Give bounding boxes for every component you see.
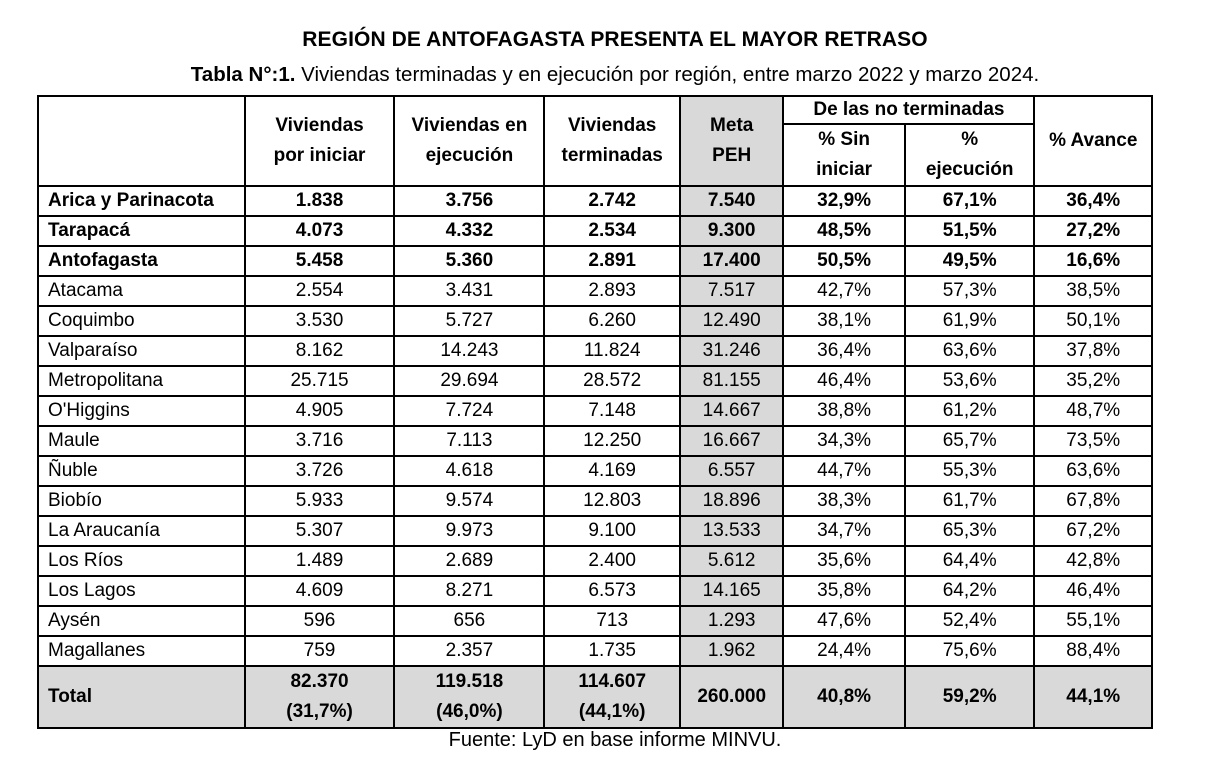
table-row (38, 456, 1152, 486)
table-row (38, 486, 1152, 516)
region-cell: O'Higgins (38, 396, 245, 426)
avance-cell: 16,6% (1034, 246, 1152, 276)
avance-cell: 27,2% (1034, 216, 1152, 246)
avance-cell: 48,7% (1034, 396, 1152, 426)
avance-cell: 42,8% (1034, 546, 1152, 576)
pct-ejecucion-cell: 65,7% (905, 426, 1035, 456)
pct-ejecucion-cell: 64,4% (905, 546, 1035, 576)
por-iniciar-cell: 4.905 (245, 396, 395, 426)
region-cell: Ñuble (38, 456, 245, 486)
region-cell: Arica y Parinacota (38, 186, 245, 216)
pct-ejecucion-cell: 51,5% (905, 216, 1035, 246)
terminadas-cell: 12.250 (544, 426, 680, 456)
pct-ejecucion-cell: 61,2% (905, 396, 1035, 426)
terminadas-cell: 2.400 (544, 546, 680, 576)
ejecucion-cell: 3.431 (394, 276, 544, 306)
meta-peh-cell: 13.533 (680, 516, 783, 546)
sin-iniciar-cell: 38,1% (783, 306, 905, 336)
por-iniciar-cell: 5.933 (245, 486, 395, 516)
sin-iniciar-cell: 24,4% (783, 636, 905, 666)
pct-ejecucion-cell: 57,3% (905, 276, 1035, 306)
pct-ejecucion-cell: 75,6% (905, 636, 1035, 666)
region-cell: Aysén (38, 606, 245, 636)
table-row (38, 306, 1152, 336)
sin-iniciar-cell: 36,4% (783, 336, 905, 366)
por-iniciar-cell: 25.715 (245, 366, 395, 396)
region-cell: Valparaíso (38, 336, 245, 366)
region-cell: Tarapacá (38, 216, 245, 246)
pct-ejecucion-cell: 52,4% (905, 606, 1035, 636)
header-meta-peh: Meta PEH (680, 96, 783, 186)
sin-iniciar-cell: 42,7% (783, 276, 905, 306)
ejecucion-cell: 8.271 (394, 576, 544, 606)
table-row (38, 246, 1152, 276)
total-terminadas: 114.607 (44,1%) (544, 666, 680, 728)
avance-cell: 36,4% (1034, 186, 1152, 216)
table-row (38, 366, 1152, 396)
header-group-no-terminadas: De las no terminadas (783, 96, 1034, 124)
region-cell: Magallanes (38, 636, 245, 666)
meta-peh-cell: 81.155 (680, 366, 783, 396)
total-por-iniciar: 82.370 (31,7%) (245, 666, 395, 728)
por-iniciar-cell: 4.073 (245, 216, 395, 246)
sin-iniciar-cell: 32,9% (783, 186, 905, 216)
housing-table (37, 95, 1153, 729)
header-ejecucion: Viviendas en ejecución (394, 96, 544, 186)
ejecucion-cell: 9.973 (394, 516, 544, 546)
region-cell: Biobío (38, 486, 245, 516)
ejecucion-cell: 9.574 (394, 486, 544, 516)
terminadas-cell: 713 (544, 606, 680, 636)
ejecucion-cell: 2.357 (394, 636, 544, 666)
ejecucion-cell: 29.694 (394, 366, 544, 396)
region-cell: Los Lagos (38, 576, 245, 606)
por-iniciar-cell: 3.716 (245, 426, 395, 456)
sin-iniciar-cell: 48,5% (783, 216, 905, 246)
table-row (38, 426, 1152, 456)
ejecucion-cell: 14.243 (394, 336, 544, 366)
avance-cell: 50,1% (1034, 306, 1152, 336)
avance-cell: 63,6% (1034, 456, 1152, 486)
terminadas-cell: 6.260 (544, 306, 680, 336)
header-sin-iniciar: % Sin iniciar (783, 124, 905, 186)
por-iniciar-cell: 1.838 (245, 186, 395, 216)
headline: REGIÓN DE ANTOFAGASTA PRESENTA EL MAYOR RETRASO (302, 28, 928, 51)
table-caption (0, 63, 1230, 87)
sin-iniciar-cell: 38,3% (783, 486, 905, 516)
region-cell: Coquimbo (38, 306, 245, 336)
table-row (38, 186, 1152, 216)
terminadas-cell: 2.534 (544, 216, 680, 246)
terminadas-cell: 2.891 (544, 246, 680, 276)
sin-iniciar-cell: 44,7% (783, 456, 905, 486)
meta-peh-cell: 9.300 (680, 216, 783, 246)
terminadas-cell: 28.572 (544, 366, 680, 396)
sin-iniciar-cell: 38,8% (783, 396, 905, 426)
pct-ejecucion-cell: 61,9% (905, 306, 1035, 336)
avance-cell: 46,4% (1034, 576, 1152, 606)
ejecucion-cell: 5.360 (394, 246, 544, 276)
por-iniciar-cell: 3.530 (245, 306, 395, 336)
table-row (38, 636, 1152, 666)
terminadas-cell: 7.148 (544, 396, 680, 426)
total-pct-ejecucion: 59,2% (905, 666, 1035, 728)
por-iniciar-cell: 1.489 (245, 546, 395, 576)
por-iniciar-cell: 5.307 (245, 516, 395, 546)
avance-cell: 55,1% (1034, 606, 1152, 636)
ejecucion-cell: 4.332 (394, 216, 544, 246)
pct-ejecucion-cell: 49,5% (905, 246, 1035, 276)
ejecucion-cell: 4.618 (394, 456, 544, 486)
total-row (38, 666, 1152, 728)
table-body (38, 186, 1152, 666)
header-avance: % Avance (1034, 96, 1152, 186)
pct-ejecucion-cell: 67,1% (905, 186, 1035, 216)
region-cell: Los Ríos (38, 546, 245, 576)
total-meta: 260.000 (680, 666, 783, 728)
por-iniciar-cell: 8.162 (245, 336, 395, 366)
ejecucion-cell: 3.756 (394, 186, 544, 216)
avance-cell: 73,5% (1034, 426, 1152, 456)
terminadas-cell: 2.893 (544, 276, 680, 306)
terminadas-cell: 1.735 (544, 636, 680, 666)
meta-peh-cell: 17.400 (680, 246, 783, 276)
table-row (38, 336, 1152, 366)
region-cell: Antofagasta (38, 246, 245, 276)
terminadas-cell: 9.100 (544, 516, 680, 546)
meta-peh-cell: 5.612 (680, 546, 783, 576)
avance-cell: 67,2% (1034, 516, 1152, 546)
por-iniciar-cell: 3.726 (245, 456, 395, 486)
total-sin-iniciar: 40,8% (783, 666, 905, 728)
pct-ejecucion-cell: 65,3% (905, 516, 1035, 546)
sin-iniciar-cell: 50,5% (783, 246, 905, 276)
table-row (38, 606, 1152, 636)
table-caption-text: Viviendas terminadas y en ejecución por región, entre marzo 2022 y marzo 2024. (295, 63, 1040, 86)
pct-ejecucion-cell: 61,7% (905, 486, 1035, 516)
region-cell: Atacama (38, 276, 245, 306)
header-terminadas: Viviendas terminadas (544, 96, 680, 186)
total-avance: 44,1% (1034, 666, 1152, 728)
meta-peh-cell: 16.667 (680, 426, 783, 456)
table-row (38, 546, 1152, 576)
por-iniciar-cell: 5.458 (245, 246, 395, 276)
meta-peh-cell: 1.293 (680, 606, 783, 636)
meta-peh-cell: 31.246 (680, 336, 783, 366)
pct-ejecucion-cell: 64,2% (905, 576, 1035, 606)
sin-iniciar-cell: 46,4% (783, 366, 905, 396)
table-row (38, 396, 1152, 426)
terminadas-cell: 11.824 (544, 336, 680, 366)
table-row (38, 216, 1152, 246)
table-row (38, 516, 1152, 546)
sin-iniciar-cell: 34,3% (783, 426, 905, 456)
ejecucion-cell: 656 (394, 606, 544, 636)
meta-peh-cell: 14.667 (680, 396, 783, 426)
header-pct-ejecucion: % ejecución (905, 124, 1035, 186)
avance-cell: 67,8% (1034, 486, 1152, 516)
por-iniciar-cell: 4.609 (245, 576, 395, 606)
sin-iniciar-cell: 34,7% (783, 516, 905, 546)
meta-peh-cell: 12.490 (680, 306, 783, 336)
meta-peh-cell: 7.540 (680, 186, 783, 216)
sin-iniciar-cell: 47,6% (783, 606, 905, 636)
meta-peh-cell: 1.962 (680, 636, 783, 666)
avance-cell: 38,5% (1034, 276, 1152, 306)
meta-peh-cell: 14.165 (680, 576, 783, 606)
terminadas-cell: 4.169 (544, 456, 680, 486)
pct-ejecucion-cell: 53,6% (905, 366, 1035, 396)
sin-iniciar-cell: 35,6% (783, 546, 905, 576)
table-row (38, 276, 1152, 306)
sin-iniciar-cell: 35,8% (783, 576, 905, 606)
terminadas-cell: 12.803 (544, 486, 680, 516)
terminadas-cell: 2.742 (544, 186, 680, 216)
por-iniciar-cell: 2.554 (245, 276, 395, 306)
header-region (38, 96, 245, 186)
avance-cell: 37,8% (1034, 336, 1152, 366)
terminadas-cell: 6.573 (544, 576, 680, 606)
total-label: Total (38, 666, 245, 728)
por-iniciar-cell: 759 (245, 636, 395, 666)
meta-peh-cell: 6.557 (680, 456, 783, 486)
header-por-iniciar: Viviendas por iniciar (245, 96, 395, 186)
ejecucion-cell: 7.113 (394, 426, 544, 456)
region-cell: La Araucanía (38, 516, 245, 546)
region-cell: Maule (38, 426, 245, 456)
ejecucion-cell: 2.689 (394, 546, 544, 576)
table-number: Tabla N°:1. (190, 63, 296, 86)
source-note: Fuente: LyD en base informe MINVU. (448, 729, 782, 751)
avance-cell: 88,4% (1034, 636, 1152, 666)
region-cell: Metropolitana (38, 366, 245, 396)
por-iniciar-cell: 596 (245, 606, 395, 636)
ejecucion-cell: 5.727 (394, 306, 544, 336)
pct-ejecucion-cell: 55,3% (905, 456, 1035, 486)
meta-peh-cell: 7.517 (680, 276, 783, 306)
meta-peh-cell: 18.896 (680, 486, 783, 516)
avance-cell: 35,2% (1034, 366, 1152, 396)
total-ejecucion: 119.518 (46,0%) (394, 666, 544, 728)
pct-ejecucion-cell: 63,6% (905, 336, 1035, 366)
table-row (38, 576, 1152, 606)
ejecucion-cell: 7.724 (394, 396, 544, 426)
